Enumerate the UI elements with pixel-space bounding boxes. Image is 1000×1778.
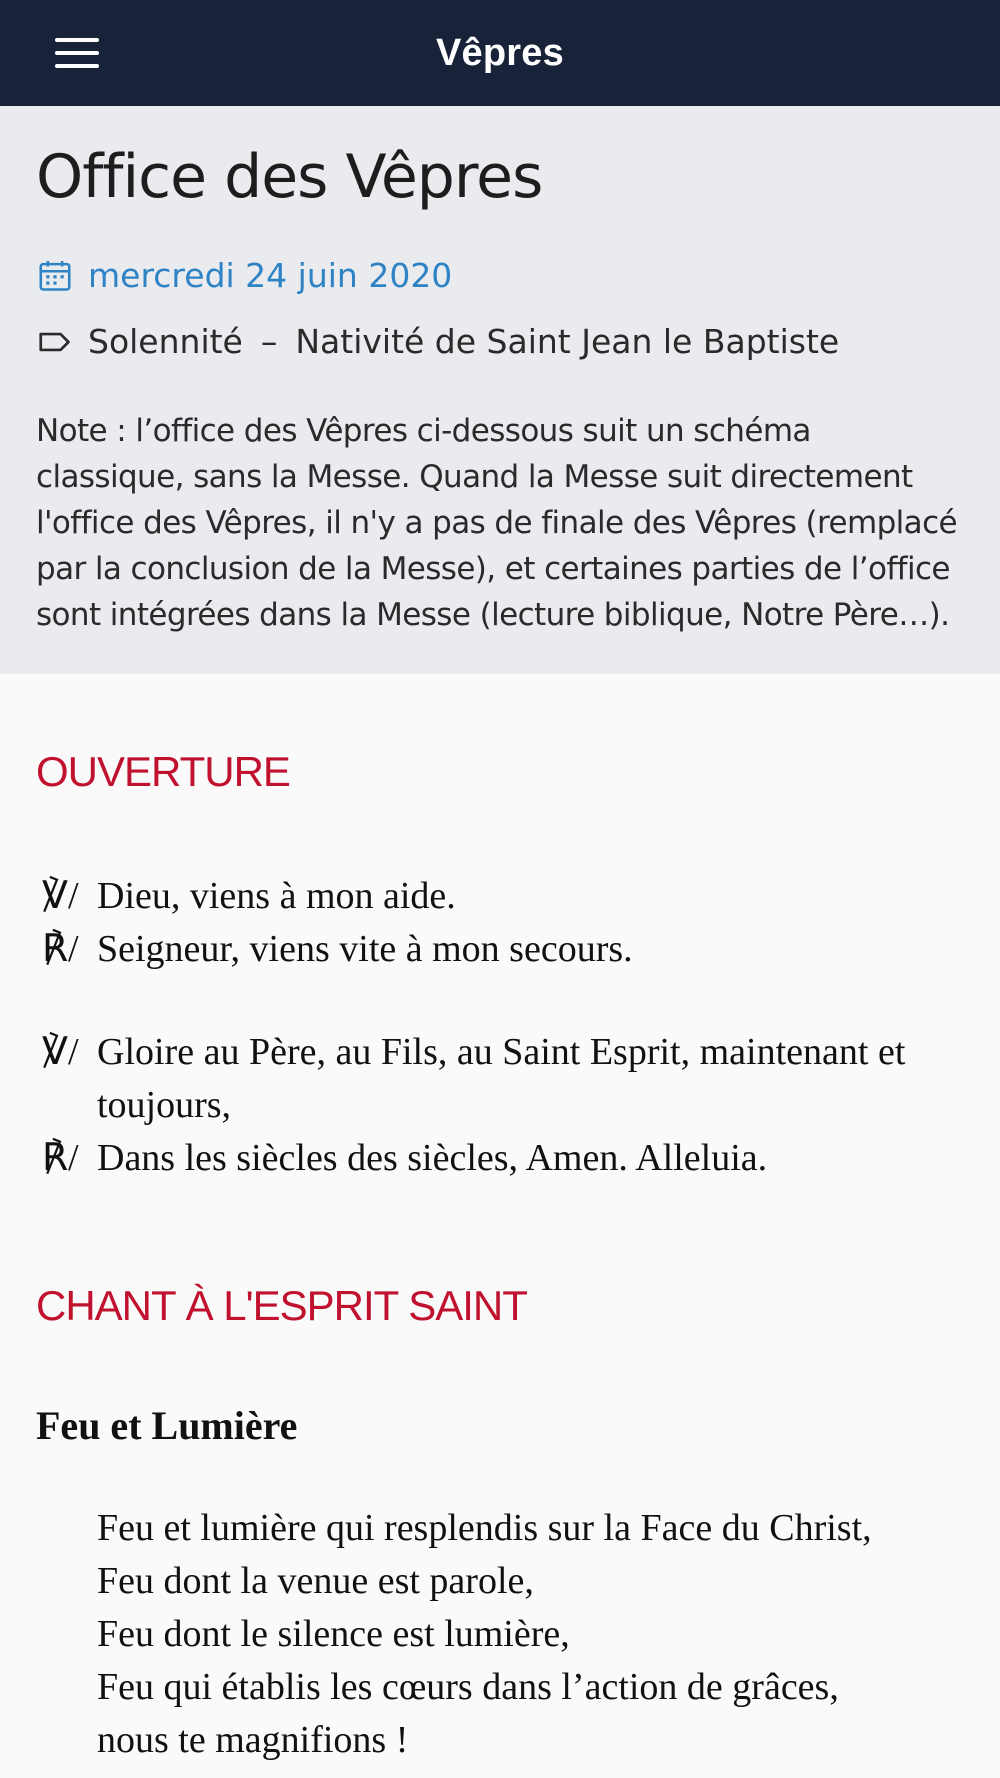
feast-rank: Solennité — [88, 322, 243, 361]
ouverture-versicles — [36, 870, 976, 1185]
response-mark: ℟/ — [42, 928, 79, 970]
hymn-line: Feu dont le silence est lumière, — [97, 1613, 570, 1655]
versicle-text: Gloire au Père, au Fils, au Saint Esprit, maintenant et toujours, — [97, 1031, 906, 1126]
office-note: Note : l’office des Vêpres ci-dessous suit un schéma classique, sans la Messe. Quand la Messe suit directement l'office des Vêpres, il n'y a pas de finale des Vêpres (remplacé par la conclusion de la Messe), et certaines parties de l’office sont intégrées dans la Messe (lecture biblique, Notre Père…). — [36, 413, 957, 633]
hymn-title: Feu et Lumière — [36, 1403, 298, 1448]
calendar-icon — [36, 257, 74, 295]
response-text: Seigneur, viens vite à mon secours. — [97, 928, 633, 970]
date-text[interactable]: mercredi 24 juin 2020 — [88, 256, 453, 295]
response-line — [36, 1132, 976, 1185]
hymn-line: Feu qui établis les cœurs dans l’action de grâces, — [97, 1666, 839, 1708]
feast-separator: – — [260, 322, 278, 361]
date-row[interactable] — [36, 256, 452, 295]
spacer — [36, 976, 976, 1026]
versicle-text: Dieu, viens à mon aide. — [97, 875, 456, 917]
app-bar-title: Vêpres — [436, 31, 564, 74]
page-title: Office des Vêpres — [36, 142, 543, 212]
feast-row — [36, 322, 839, 361]
response-mark: ℟/ — [42, 1137, 79, 1179]
hymn-line: Feu dont la venue est parole, — [97, 1560, 534, 1602]
versicle-mark: ℣/ — [42, 875, 79, 917]
response-text: Dans les siècles des siècles, Amen. Alleluia. — [97, 1137, 768, 1179]
feast-name: Nativité de Saint Jean le Baptiste — [295, 322, 840, 361]
tag-icon — [36, 323, 74, 361]
versicle-line — [36, 1026, 976, 1132]
app-bar — [0, 0, 1000, 106]
hymn-line: Feu et lumière qui resplendis sur la Face du Christ, — [97, 1507, 872, 1549]
office-header — [0, 106, 1000, 674]
versicle-mark: ℣/ — [42, 1031, 79, 1073]
versicle-line — [36, 870, 976, 923]
hymn-stanza — [97, 1502, 977, 1767]
section-title-ouverture: OUVERTURE — [36, 748, 290, 795]
section-title-chant: CHANT À L'ESPRIT SAINT — [36, 1282, 527, 1329]
response-line — [36, 923, 976, 976]
hamburger-menu-icon[interactable] — [52, 34, 102, 72]
hymn-line: nous te magnifions ! — [97, 1719, 409, 1761]
